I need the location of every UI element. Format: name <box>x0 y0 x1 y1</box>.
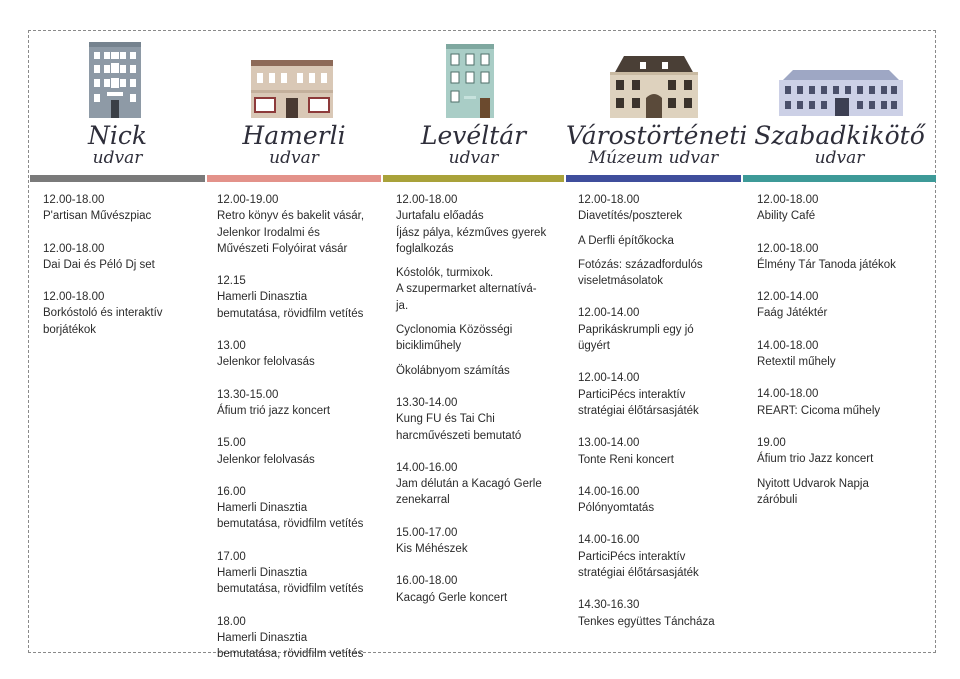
event-item <box>757 386 935 419</box>
event-time: 12.00-14.00 <box>578 372 640 385</box>
event-time: 12.00-18.00 <box>43 194 105 206</box>
event-time: 16.00 <box>217 485 246 498</box>
event-time: 19.00 <box>757 436 786 449</box>
event-item <box>43 192 203 225</box>
event-item <box>217 484 381 533</box>
event-title: Élmény Tár Tanoda játékok <box>757 258 896 271</box>
venue-name: Hamerli <box>242 121 346 150</box>
event-title: ParticiPécs interaktív stratégiai élőtársasjáték <box>578 550 699 580</box>
event-time: 13.00-14.00 <box>578 437 640 450</box>
event-item <box>578 192 740 225</box>
event-item <box>578 370 740 419</box>
event-title: Kung FU és Tai Chi harcművészeti bemutató <box>396 413 522 442</box>
venue-subtitle: udvar <box>92 148 143 168</box>
event-item <box>757 192 935 225</box>
event-title: Áfium trio Jazz koncert <box>757 453 874 466</box>
venue-name: Szabadkikötő <box>754 121 925 150</box>
event-item <box>757 338 935 371</box>
venue-title <box>743 123 936 167</box>
event-title: Hamerli Dinasztia bemutatása, rövidfilm vetítés <box>217 631 364 661</box>
event-title: ParticiPécs interaktív stratégiai élőtársasjáték <box>578 388 699 417</box>
event-item <box>217 192 381 257</box>
building-icon <box>251 60 333 118</box>
event-time: 12.00-14.00 <box>757 291 819 304</box>
event-title: P'artisan Művészpiac <box>43 210 152 223</box>
event-time: 15.00 <box>217 437 246 450</box>
venue-title <box>566 121 748 168</box>
event-item <box>578 305 740 354</box>
event-item <box>396 525 564 558</box>
column-nick <box>30 0 205 678</box>
event-item <box>217 387 381 420</box>
event-title: Fotózás: századfordulós viseletmásolatok <box>578 258 703 288</box>
venue-subtitle: udvar <box>814 148 865 168</box>
color-bar <box>207 175 381 182</box>
event-time: 16.00-18.00 <box>396 575 458 588</box>
event-title: Ability Café <box>757 210 816 223</box>
event-time: 14.00-18.00 <box>757 339 819 352</box>
event-item <box>217 549 381 598</box>
event-item <box>757 289 935 322</box>
event-title: Pólónyomtatás <box>578 502 655 515</box>
venue-subtitle: udvar <box>269 148 319 168</box>
event-time: 12.15 <box>217 275 246 288</box>
building-icon <box>779 68 903 116</box>
event-time: 14.00-16.00 <box>578 534 640 547</box>
event-title: Jam délután a Kacagó Gerle zenekarral <box>396 478 542 507</box>
event-title: A Derfli építőkocka <box>578 234 674 247</box>
event-item <box>396 363 564 379</box>
event-item <box>396 322 564 355</box>
event-title: Áfium trió jazz koncert <box>217 404 331 417</box>
event-item <box>396 573 564 606</box>
event-item <box>578 257 740 290</box>
event-list <box>578 192 740 646</box>
event-item <box>217 614 381 663</box>
event-item <box>396 192 564 257</box>
color-bar <box>30 175 205 182</box>
building-icon <box>610 54 698 118</box>
venue-name: Várostörténeti <box>566 121 748 150</box>
venue-name: Levéltár <box>420 121 527 150</box>
event-item <box>578 597 740 630</box>
venue-title <box>207 123 381 167</box>
event-title: Retextil műhely <box>757 356 836 369</box>
event-time: 13.00 <box>217 340 246 353</box>
event-item <box>43 289 203 338</box>
event-item <box>396 265 564 314</box>
event-title: Tonte Reni koncert <box>578 453 674 466</box>
event-item <box>578 532 740 581</box>
event-title: Nyitott Udvarok Napja záróbuli <box>757 477 869 506</box>
event-item <box>217 273 381 322</box>
event-time: 12.00-18.00 <box>757 242 819 255</box>
event-time: 15.00-17.00 <box>396 526 458 539</box>
color-bar <box>743 175 936 182</box>
event-title: Jelenkor felolvasás <box>217 453 315 466</box>
venue-subtitle: Múzeum udvar <box>588 148 719 168</box>
event-time: 14.00-18.00 <box>757 388 819 401</box>
event-time: 12.00-18.00 <box>43 242 105 255</box>
event-item <box>578 233 740 249</box>
event-title: Hamerli Dinasztia bemutatása, rövidfilm vetítés <box>217 567 364 596</box>
venue-subtitle: udvar <box>448 148 499 168</box>
event-time: 12.00-19.00 <box>217 194 279 206</box>
event-item <box>757 435 935 468</box>
event-title: Hamerli Dinasztia bemutatása, rövidfilm vetítés <box>217 502 364 531</box>
event-title: Kacagó Gerle koncert <box>396 591 508 604</box>
event-item <box>396 460 564 509</box>
event-time: 12.00-14.00 <box>578 307 640 320</box>
event-title: Hamerli Dinasztia bemutatása, rövidfilm vetítés <box>217 291 364 320</box>
event-list <box>43 192 203 354</box>
event-time: 17.00 <box>217 550 246 563</box>
event-item <box>578 484 740 517</box>
column-hamerli <box>207 0 381 678</box>
venue-title <box>383 123 564 167</box>
event-item <box>757 476 935 509</box>
event-time: 12.00-18.00 <box>396 194 458 206</box>
event-time: 13.30-14.00 <box>396 396 458 409</box>
event-item <box>217 338 381 371</box>
event-item <box>396 395 564 444</box>
event-time: 14.30-16.30 <box>578 599 640 612</box>
event-title: Faág Játéktér <box>757 307 828 320</box>
event-title: Borkóstoló és interaktív borjátékok <box>43 307 163 336</box>
column-varostorteneti <box>566 0 748 678</box>
color-bar <box>566 175 741 182</box>
event-time: 18.00 <box>217 615 246 628</box>
column-leveltar <box>383 0 564 678</box>
building-icon <box>446 44 494 118</box>
event-title: Cyclonomia Közösségi bicikliműhely <box>396 324 513 353</box>
event-title: Jelenkor felolvasás <box>217 356 315 369</box>
venue-title <box>30 123 205 167</box>
building-icon <box>87 42 143 118</box>
event-list <box>396 192 564 622</box>
event-item <box>43 241 203 274</box>
event-title: REART: Cicoma műhely <box>757 404 881 417</box>
event-time: 12.00-18.00 <box>757 194 819 206</box>
event-item <box>217 435 381 468</box>
event-title: Diavetítés/poszterek <box>578 210 683 223</box>
event-time: 14.00-16.00 <box>396 461 458 474</box>
event-item <box>757 241 935 274</box>
event-title: Retro könyv és bakelit vásár, Jelenkor Irodalmi és Művészeti Folyóirat vásár <box>217 210 365 255</box>
event-list <box>757 192 935 524</box>
color-bar <box>383 175 564 182</box>
column-szabadkikoto <box>743 0 936 678</box>
event-list <box>217 192 381 679</box>
event-title: Dai Dai és Péló Dj set <box>43 258 155 271</box>
event-title: Kóstolók, turmixok. A szupermarket alternatívá- ja. <box>396 267 537 312</box>
event-title: Jurtafalu előadás Íjász pálya, kézműves gyerek foglalkozás <box>396 210 547 255</box>
event-title: Paprikáskrumpli egy jó ügyért <box>578 323 694 353</box>
venue-name: Nick <box>87 121 148 150</box>
event-title: Tenkes együttes Táncháza <box>578 615 715 628</box>
event-time: 12.00-18.00 <box>43 291 105 304</box>
event-time: 14.00-16.00 <box>578 485 640 498</box>
event-title: Ökolábnyom számítás <box>396 364 510 377</box>
event-item <box>578 435 740 468</box>
event-title: Kis Méhészek <box>396 543 468 556</box>
event-time: 12.00-18.00 <box>578 194 640 206</box>
event-time: 13.30-15.00 <box>217 388 279 401</box>
